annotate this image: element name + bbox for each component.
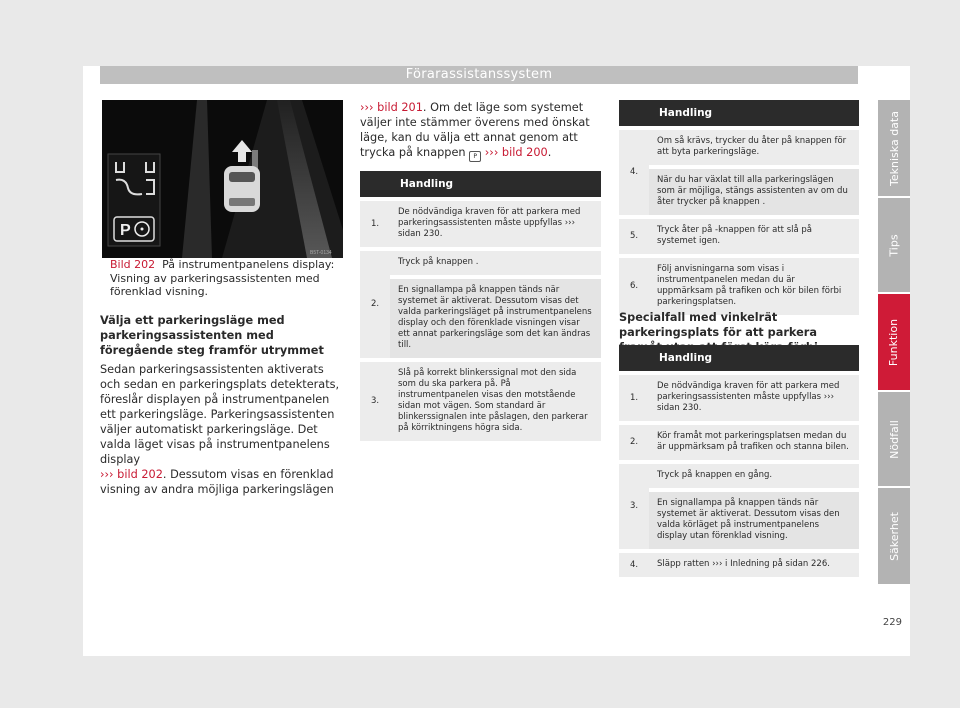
step-text: Kör framåt mot parkeringsplatsen medan du är uppmärksam på trafiken och stanna bilen. xyxy=(649,425,859,460)
table-row xyxy=(360,362,601,441)
tab-tekniska-data[interactable] xyxy=(878,100,910,196)
step-text: De nödvändiga kraven för att parkera med parkeringsassistenten måste uppfyllas ››› sidan 230. xyxy=(649,375,859,421)
step-text: Tryck på knappen . xyxy=(390,251,601,275)
step-number: 1. xyxy=(360,201,390,247)
table-header-blank xyxy=(619,345,649,371)
step-text: Tryck på knappen en gång. xyxy=(649,464,859,488)
page-number: 229 xyxy=(882,617,902,628)
step-text: Följ anvisningarna som visas i instrumentpanelen medan du är uppmärksam på trafiken och kör bilen förbi parkeringsplatsen. xyxy=(649,258,859,315)
parking-display-illustration xyxy=(102,100,343,258)
paragraph-text: . Dessutom visas en förenklad visning av andra möjliga parkeringslägen xyxy=(100,468,334,496)
step-text: Släpp ratten ››› i Inledning på sidan 226. xyxy=(649,553,859,577)
table-row xyxy=(619,130,859,165)
step-number: 6. xyxy=(619,258,649,315)
step-text: De nödvändiga kraven för att parkera med parkeringsassistenten måste uppfyllas ››› sidan 230. xyxy=(390,201,601,247)
figure-link[interactable]: ››› bild 202 xyxy=(100,468,163,481)
tab-sakerhet[interactable] xyxy=(878,488,910,584)
instrument-display-figure xyxy=(102,100,343,258)
tab-label: Nödfall xyxy=(887,419,901,459)
page-header: Förarassistanssystem xyxy=(100,66,858,84)
left-paragraph xyxy=(100,362,342,497)
step-text: Tryck åter på -knappen för att slå på systemet igen. xyxy=(649,219,859,254)
middle-intro xyxy=(360,100,600,162)
tab-label: Funktion xyxy=(887,318,901,366)
figure-link[interactable]: ››› bild 200 xyxy=(484,146,548,159)
action-table-3 xyxy=(619,345,859,577)
table-header-blank xyxy=(619,100,649,126)
figure-caption xyxy=(110,258,342,299)
figure-code: B5T-0134 xyxy=(310,250,332,256)
paragraph-text: Sedan parkeringsassistenten aktiverats och sedan en parkeringsplats detekterats, föreslår displayen på instrumentpanelen ett parkeringsläge. Parkeringsassistenten väljer automatiskt parkeringsläge. Det valda läget visas på instrumentpanelens display xyxy=(100,363,340,466)
table-row xyxy=(619,375,859,421)
table-row xyxy=(360,201,601,247)
tab-label: Säkerhet xyxy=(887,511,901,561)
table-header: Handling xyxy=(390,171,601,197)
step-number: 4. xyxy=(619,130,649,215)
step-text: Slå på korrekt blinkerssignal mot den sida som du ska parkera på. På instrumentpanelen visas den motstående sidan mot vägen. Som standard är blinkerssignalen inte påslagen, den parkerar på körriktningens högra sida. xyxy=(390,362,601,441)
table-row xyxy=(619,219,859,254)
tab-nodfall[interactable] xyxy=(878,392,910,486)
action-table-1 xyxy=(360,171,601,441)
figure-link[interactable]: ››› bild 201 xyxy=(360,101,423,114)
step-text: En signallampa på knappen tänds när systemet är aktiverat. Dessutom visas det valda parkeringsläget på instrumentpanelens display och den förenklade visningen visar ett annat parkeringsläge som det kan ändras till. xyxy=(390,279,601,358)
table-header: Handling xyxy=(649,100,859,126)
action-table-2 xyxy=(619,100,859,315)
paragraph-text: . Om det läge som systemet väljer inte stämmer överens med önskat läge, kan du välja ett annat genom att trycka på knappen xyxy=(360,101,590,159)
step-number: 3. xyxy=(360,362,390,441)
section-heading: Specialfall med vinkelrät parkeringsplats för att parkera xyxy=(619,311,817,339)
tab-label: Tekniska data xyxy=(887,110,901,186)
table-header: Handling xyxy=(649,345,859,371)
table-row xyxy=(360,251,601,275)
table-row xyxy=(619,258,859,315)
paragraph-text: . xyxy=(547,146,552,159)
tab-tips[interactable] xyxy=(878,198,910,292)
park-button-icon: P xyxy=(469,151,481,162)
figure-caption-text: På instrumentpanelens display: Visning av parkeringsassistenten med förenklad visning. xyxy=(110,258,335,298)
section-heading: Välja ett parkeringsläge med parkeringsassistenten med föregående steg framför utrymmet xyxy=(100,314,324,357)
tab-label: Tips xyxy=(887,233,901,257)
step-number: 3. xyxy=(619,464,649,549)
table-row xyxy=(619,425,859,460)
step-text: Om så krävs, trycker du åter på knappen för att byta parkeringsläge. xyxy=(649,130,859,165)
step-number: 1. xyxy=(619,375,649,421)
step-text: När du har växlat till alla parkeringslägen som är möjliga, stängs assistenten av om du åter trycker på knappen . xyxy=(649,169,859,215)
step-number: 2. xyxy=(619,425,649,460)
left-text-column xyxy=(100,313,342,497)
svg-text:P: P xyxy=(120,222,131,239)
step-number: 2. xyxy=(360,251,390,358)
tab-funktion[interactable] xyxy=(878,294,910,390)
car-icon xyxy=(224,166,260,212)
figure-label: Bild 202 xyxy=(110,258,156,271)
table-header-blank xyxy=(360,171,390,197)
step-number: 5. xyxy=(619,219,649,254)
step-text: En signallampa på knappen tänds när systemet är aktiverat. Dessutom visas den valda körläget på instrumentpanelens display utan förenklad visning. xyxy=(649,492,859,549)
table-row xyxy=(619,553,859,577)
table-row xyxy=(619,464,859,488)
step-number: 4. xyxy=(619,553,649,577)
